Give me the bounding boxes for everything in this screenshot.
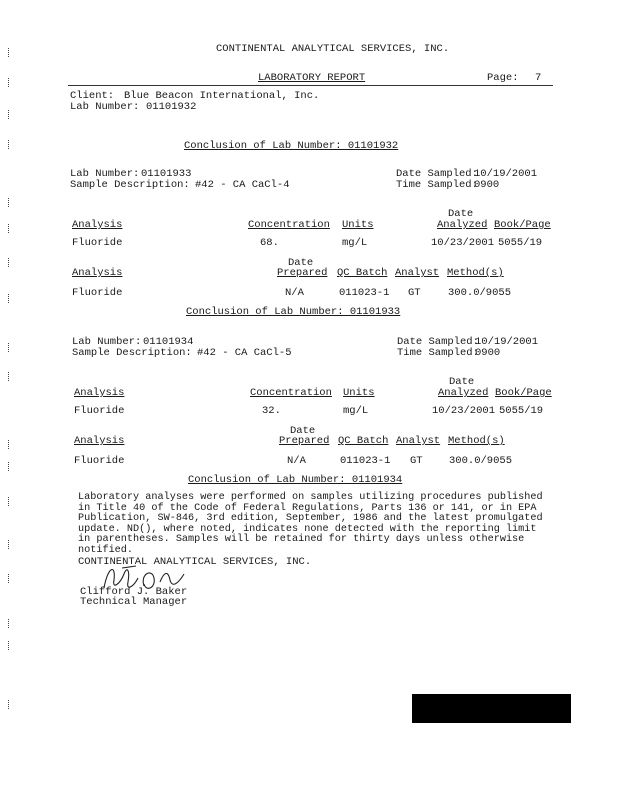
analysis-header: Analysis xyxy=(72,267,123,279)
analyzed-header: Analyzed xyxy=(437,219,488,231)
date-sampled-label: Date Sampled: xyxy=(397,336,479,348)
punch-mark xyxy=(8,224,12,233)
punch-mark xyxy=(8,700,12,709)
method-header: Method(s) xyxy=(447,267,504,279)
lab-number-label: Lab Number: xyxy=(70,168,140,180)
time-sampled-value: 0900 xyxy=(474,179,500,191)
method-header: Method(s) xyxy=(448,435,505,447)
units-header: Units xyxy=(342,219,374,231)
analyst-header: Analyst xyxy=(396,435,441,447)
date-sampled-label: Date Sampled: xyxy=(396,168,478,180)
punch-mark xyxy=(8,372,12,381)
conclusion-line: Conclusion of Lab Number: 01101934 xyxy=(188,474,403,486)
concentration-cell: 32. xyxy=(262,405,281,417)
sample-description-label: Sample Description: xyxy=(70,179,190,191)
date-header: Date xyxy=(449,376,475,388)
analyst-cell: GT xyxy=(408,287,421,299)
time-sampled-value: 0900 xyxy=(475,347,501,359)
punch-mark xyxy=(8,294,12,303)
method-cell: 300.0/9055 xyxy=(449,455,513,467)
sample-description-value: #42 - CA CaCl-5 xyxy=(197,347,292,359)
analyzed-cell: 10/23/2001 xyxy=(431,237,495,249)
punch-mark xyxy=(8,343,12,352)
punch-mark xyxy=(8,198,12,207)
punch-mark xyxy=(8,440,12,449)
bookpage-header: Book/Page xyxy=(494,219,551,231)
concentration-header: Concentration xyxy=(250,387,332,399)
date-header: Date xyxy=(448,208,474,220)
page-number: 7 xyxy=(535,72,542,84)
analyst-cell: GT xyxy=(410,455,423,467)
date-sampled-value: 10/19/2001 xyxy=(474,168,538,180)
date-sampled-value: 10/19/2001 xyxy=(475,336,539,348)
units-cell: mg/L xyxy=(343,405,369,417)
bookpage-header: Book/Page xyxy=(495,387,552,399)
units-cell: mg/L xyxy=(342,237,368,249)
concentration-cell: 68. xyxy=(260,237,279,249)
qc-batch-cell: 011023-1 xyxy=(340,455,391,467)
lab-number-value: 01101934 xyxy=(143,336,194,348)
analysis-header: Analysis xyxy=(74,387,125,399)
redaction-box xyxy=(412,694,571,723)
header-rule xyxy=(68,85,553,86)
qc-batch-header: QC Batch xyxy=(337,267,388,279)
analysis-cell: Fluoride xyxy=(74,455,125,467)
client-label: Client: xyxy=(70,90,115,102)
conclusion-line: Conclusion of Lab Number: 01101932 xyxy=(184,140,399,152)
analysis-cell: Fluoride xyxy=(72,287,123,299)
conclusion-line: Conclusion of Lab Number: 01101933 xyxy=(186,306,401,318)
date-header: Date xyxy=(288,257,314,269)
analysis-header: Analysis xyxy=(72,219,123,231)
punch-mark xyxy=(8,48,12,57)
sample-description-value: #42 - CA CaCl-4 xyxy=(195,179,290,191)
date-header: Date xyxy=(290,425,316,437)
analyst-header: Analyst xyxy=(395,267,440,279)
punch-mark xyxy=(8,540,12,549)
analysis-cell: Fluoride xyxy=(74,405,125,417)
analyzed-header: Analyzed xyxy=(438,387,489,399)
prepared-cell: N/A xyxy=(285,287,304,299)
punch-mark xyxy=(8,462,12,471)
lab-number-value: 01101933 xyxy=(141,168,192,180)
analysis-header: Analysis xyxy=(74,435,125,447)
prepared-header: Prepared xyxy=(277,267,328,279)
lab-number-value: 01101932 xyxy=(146,101,197,113)
footer-company: CONTINENTAL ANALYTICAL SERVICES, INC. xyxy=(78,556,312,568)
sample-description-label: Sample Description: xyxy=(72,347,192,359)
bookpage-cell: 5055/19 xyxy=(499,405,544,417)
qc-batch-cell: 011023-1 xyxy=(339,287,390,299)
punch-mark xyxy=(8,574,12,583)
punch-mark xyxy=(8,258,12,267)
concentration-header: Concentration xyxy=(248,219,330,231)
qc-batch-header: QC Batch xyxy=(338,435,389,447)
company-heading: CONTINENTAL ANALYTICAL SERVICES, INC. xyxy=(216,43,450,55)
report-title: LABORATORY REPORT xyxy=(258,72,366,84)
lab-number-label: Lab Number: xyxy=(72,336,142,348)
page-label: Page: xyxy=(487,72,519,84)
punch-mark xyxy=(8,140,12,149)
method-cell: 300.0/9055 xyxy=(448,287,512,299)
analyzed-cell: 10/23/2001 xyxy=(432,405,496,417)
bookpage-cell: 5055/19 xyxy=(498,237,543,249)
units-header: Units xyxy=(343,387,375,399)
lab-number-label: Lab Number: xyxy=(70,101,140,113)
punch-mark xyxy=(8,78,12,87)
punch-mark xyxy=(8,619,12,628)
prepared-header: Prepared xyxy=(279,435,330,447)
time-sampled-label: Time Sampled: xyxy=(397,347,479,359)
disclaimer-paragraph: Laboratory analyses were performed on samples utilizing procedures published in Title 40 of the Code of Federal Regulations, Parts 136 or 141, or in EPA Publication, SW-846, 3rd edition, September, 1986 and the latest promulgated update. ND(), where noted, indicates none detected with the reporting limit in parentheses. Samples will be retained for thirty days unless otherwise notified. xyxy=(78,492,543,556)
signatory-name: Clifford J. Baker xyxy=(80,586,188,598)
prepared-cell: N/A xyxy=(287,455,306,467)
client-value: Blue Beacon International, Inc. xyxy=(124,90,320,102)
punch-mark xyxy=(8,641,12,650)
signatory-title: Technical Manager xyxy=(80,596,188,608)
time-sampled-label: Time Sampled: xyxy=(396,179,478,191)
analysis-cell: Fluoride xyxy=(72,237,123,249)
punch-mark xyxy=(8,110,12,119)
punch-mark xyxy=(8,497,12,506)
